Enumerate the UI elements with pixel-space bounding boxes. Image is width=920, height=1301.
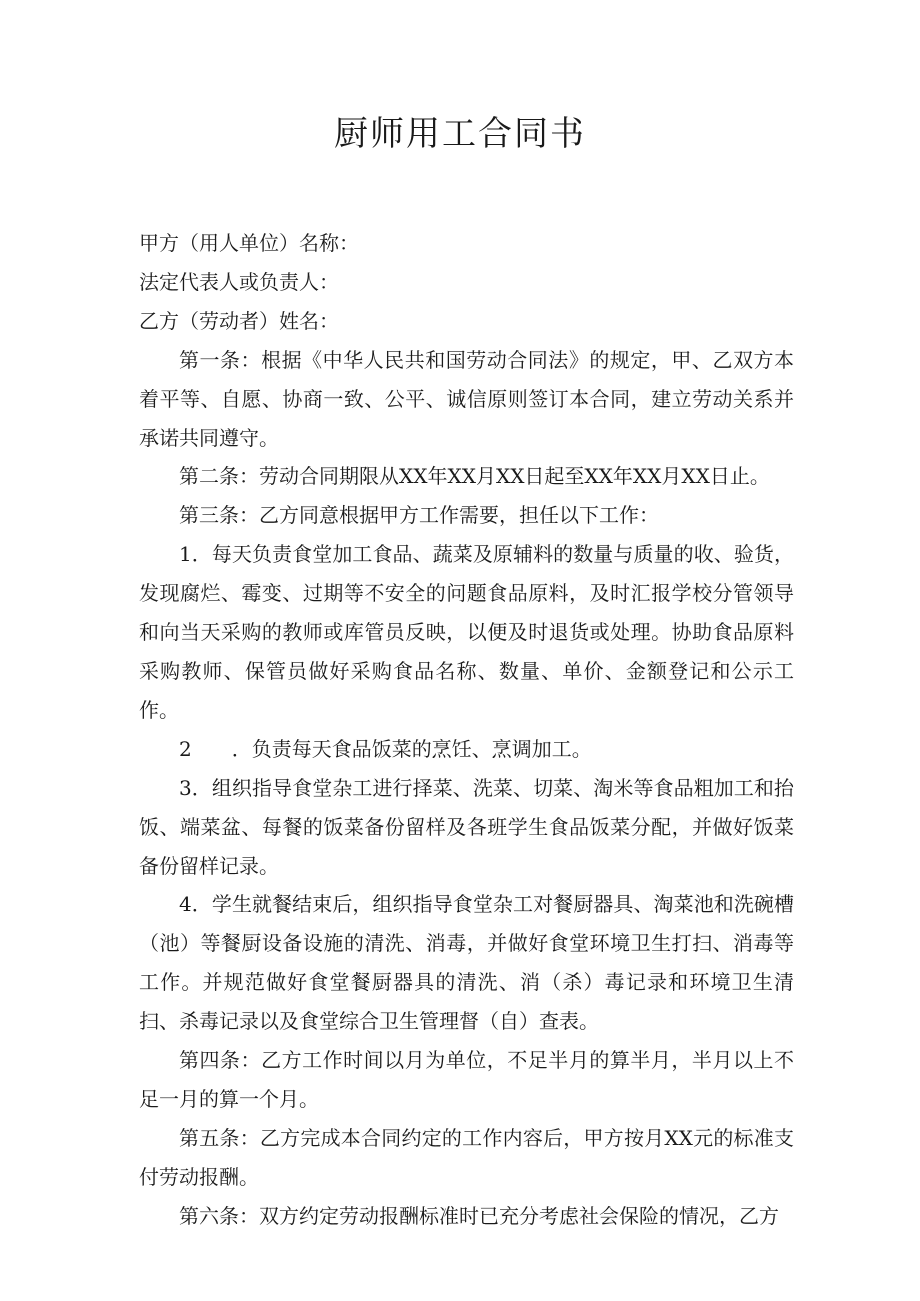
article-5: 第五条：乙方完成本合同约定的工作内容后，甲方按月XX元的标准支付劳动报酬。: [139, 1125, 794, 1189]
duty-item-4: 4．学生就餐结束后，组织指导食堂杂工对餐厨器具、淘菜池和洗碗槽（池）等餐厨设备设施的清洗、消毒，并做好食堂环境卫生打扫、消毒等工作。并规范做好食堂餐厨器具的清洗、消（杀）毒记录和环境卫生清扫、杀毒记录以及食堂综合卫生管理督（自）查表。: [139, 892, 794, 1034]
article-1: 第一条：根据《中华人民共和国劳动合同法》的规定，甲、乙双方本着平等、自愿、协商一致、公平、诚信原则签订本合同，建立劳动关系并承诺共同遵守。: [139, 347, 794, 450]
duty-item-3: 3．组织指导食堂杂工进行择菜、洗菜、切菜、淘米等食品粗加工和抬饭、端菜盆、每餐的饭菜备份留样及各班学生食品饭菜分配，并做好饭菜备份留样记录。: [139, 775, 794, 878]
party-b-name-line: 乙方（劳动者）姓名：: [139, 308, 339, 333]
legal-representative-line: 法定代表人或负责人：: [139, 269, 339, 294]
party-a-name-line: 甲方（用人单位）名称：: [139, 231, 359, 255]
duty-item-2: 2 ．负责每天食品饭菜的烹饪、烹调加工。: [179, 736, 592, 761]
article-3: 第三条：乙方同意根据甲方工作需要，担任以下工作：: [179, 503, 659, 528]
document-body: [139, 224, 794, 1236]
duty-item-1: 1．每天负责食堂加工食品、蔬菜及原辅料的数量与质量的收、验货，发现腐烂、霉变、过期等不安全的问题食品原料，及时汇报学校分管领导和向当天采购的教师或库管员反映，以便及时退货或处理。协助食品原料采购教师、保管员做好采购食品名称、数量、单价、金额登记和公示工作。: [139, 542, 794, 722]
article-6: 第六条：双方约定劳动报酬标准时已充分考虑社会保险的情况，乙方: [179, 1203, 779, 1228]
article-2: 第二条：劳动合同期限从XX年XX月XX日起至XX年XX月XX日止。: [179, 464, 770, 489]
article-4: 第四条：乙方工作时间以月为单位，不足半月的算半月，半月以上不足一月的算一个月。: [139, 1048, 794, 1111]
document-title: 厨师用工合同书: [334, 114, 586, 154]
